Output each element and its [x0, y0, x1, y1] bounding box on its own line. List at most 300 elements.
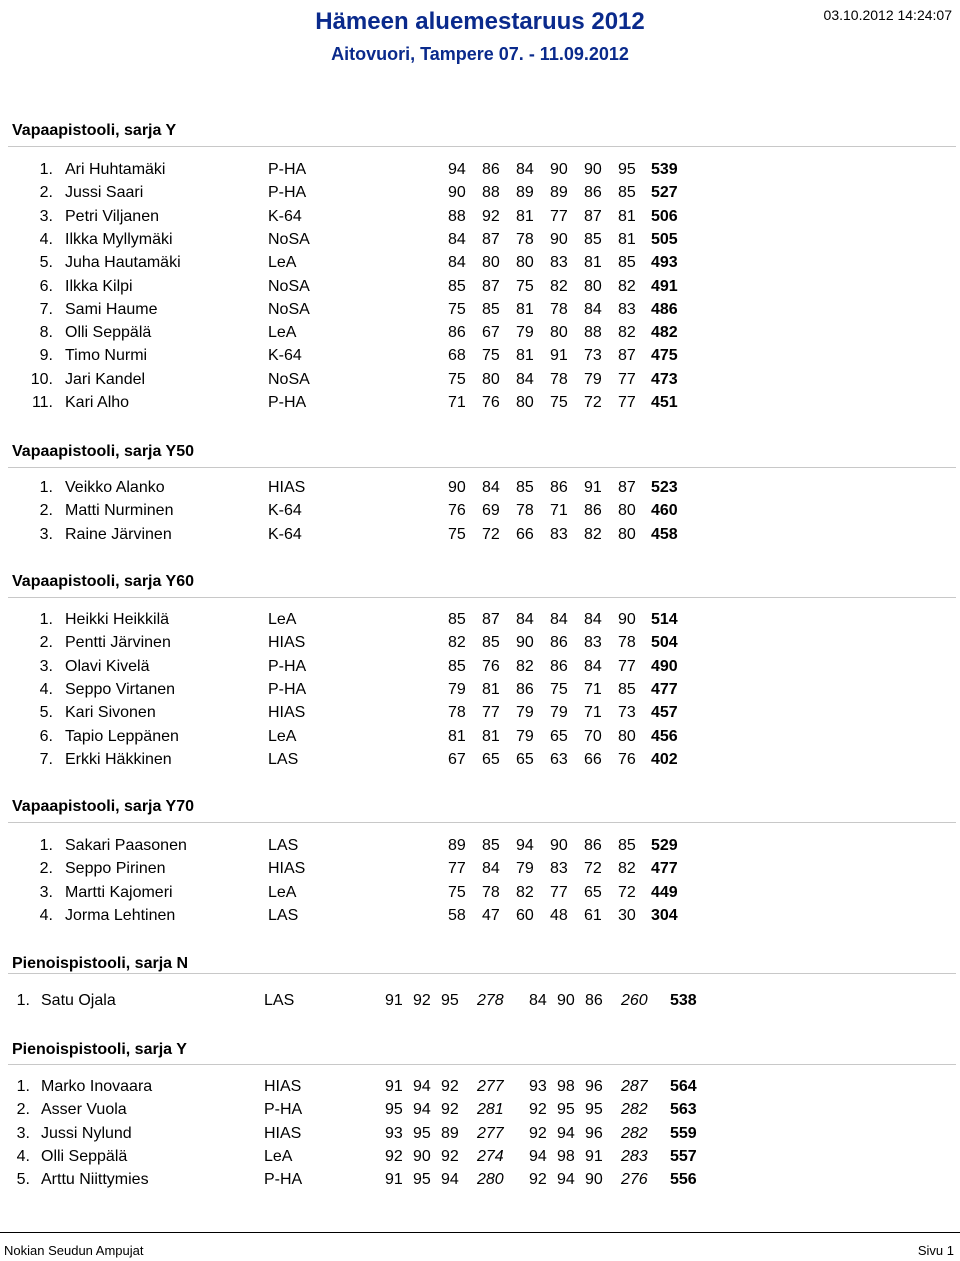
shooter-name: Pentti Järvinen: [65, 634, 171, 652]
series-score: 89: [516, 184, 534, 202]
club-cell: K-64: [268, 207, 302, 225]
section-divider: [8, 146, 956, 147]
series-score: 89: [550, 184, 568, 202]
shooter-name: Heikki Heikkilä: [65, 611, 170, 628]
series-score: 79: [584, 370, 602, 388]
result-row: [0, 324, 960, 347]
series-score: 85: [516, 479, 534, 496]
total-score: 475: [651, 347, 678, 365]
shooter-name: Jari Kandel: [65, 370, 146, 388]
club-cell: K-64: [268, 502, 302, 520]
series-score: 77: [618, 657, 636, 675]
series-score: 58: [448, 906, 466, 924]
series-score: 80: [482, 370, 500, 388]
series-score: 92: [482, 207, 500, 225]
series-score: 48: [550, 906, 568, 924]
subtotal-cell: 260: [621, 992, 648, 1009]
series-score: 82: [516, 657, 534, 675]
series-score: 92: [529, 1124, 547, 1142]
shooter-name: Marko Inovaara: [41, 1078, 153, 1095]
section-divider: [8, 597, 956, 598]
club-cell: LeA: [264, 1147, 293, 1165]
club-cell: LeA: [268, 883, 297, 901]
series-score: 94: [448, 161, 466, 178]
series-score: 92: [385, 1147, 403, 1165]
rank-cell: 5.: [39, 704, 53, 722]
series-score: 82: [448, 634, 466, 652]
total-score: 529: [651, 837, 678, 854]
result-row: [0, 347, 960, 370]
series-score: 75: [550, 394, 568, 411]
shooter-name: Martti Kajomeri: [65, 883, 173, 901]
series-score: 96: [585, 1124, 603, 1142]
series-score: 71: [550, 502, 568, 520]
page-subtitle: Aitovuori, Tampere 07. - 11.09.2012: [331, 44, 629, 64]
subtotal-cell: 277: [477, 1124, 504, 1142]
rank-cell: 2.: [39, 634, 53, 652]
series-score: 81: [584, 254, 602, 272]
series-score: 83: [618, 300, 636, 318]
club-cell: LAS: [268, 906, 299, 924]
series-score: 84: [516, 161, 534, 178]
rank-cell: 1.: [39, 479, 53, 496]
series-score: 94: [557, 1171, 575, 1189]
club-cell: P-HA: [264, 1101, 303, 1119]
total-score: 402: [651, 750, 678, 768]
club-cell: NoSA: [268, 300, 310, 318]
series-score: 72: [482, 525, 500, 543]
total-score: 451: [651, 394, 678, 411]
series-score: 82: [516, 883, 534, 901]
rank-cell: 2.: [39, 502, 53, 520]
series-score: 83: [584, 634, 602, 652]
subtotal-cell: 276: [621, 1171, 648, 1189]
series-score: 80: [516, 394, 534, 411]
series-score: 66: [584, 750, 602, 768]
footer-divider: [0, 1232, 960, 1233]
result-row: [0, 704, 960, 727]
series-score: 67: [482, 324, 500, 342]
series-score: 69: [482, 502, 500, 520]
subtotal-cell: 274: [477, 1147, 504, 1165]
result-row: [0, 502, 960, 525]
series-score: 98: [557, 1147, 575, 1165]
result-row: [0, 1101, 960, 1124]
rank-cell: 7.: [39, 300, 53, 318]
rank-cell: 4.: [39, 680, 53, 698]
series-score: 80: [618, 525, 636, 543]
series-score: 95: [413, 1124, 431, 1142]
rank-cell: 2.: [39, 184, 53, 202]
series-score: 90: [557, 992, 575, 1009]
rank-cell: 1.: [16, 992, 30, 1009]
series-score: 76: [482, 657, 500, 675]
total-score: 473: [651, 370, 678, 388]
shooter-name: Tapio Leppänen: [65, 727, 179, 745]
series-score: 78: [550, 370, 568, 388]
rank-cell: 6.: [39, 277, 53, 295]
series-score: 78: [550, 300, 568, 318]
result-row: [0, 479, 960, 502]
series-score: 80: [618, 502, 636, 520]
series-score: 95: [557, 1101, 575, 1119]
result-row: [0, 301, 960, 324]
series-score: 68: [448, 347, 466, 365]
section-divider: [8, 822, 956, 823]
series-score: 91: [585, 1147, 603, 1165]
total-score: 493: [651, 254, 678, 272]
series-score: 84: [448, 230, 466, 248]
total-score: 458: [651, 525, 678, 543]
series-score: 82: [550, 277, 568, 295]
shooter-name: Satu Ojala: [41, 992, 116, 1009]
rank-cell: 8.: [39, 324, 53, 342]
total-score: 563: [670, 1101, 697, 1119]
series-score: 88: [448, 207, 466, 225]
rank-cell: 3.: [39, 657, 53, 675]
club-cell: HIAS: [268, 634, 306, 652]
section-title: Vapaapistooli, sarja Y70: [12, 798, 195, 815]
series-score: 90: [448, 184, 466, 202]
club-cell: NoSA: [268, 277, 310, 295]
result-row: [0, 992, 960, 1015]
series-score: 84: [550, 611, 568, 628]
rank-cell: 1.: [39, 837, 53, 854]
series-score: 92: [441, 1078, 459, 1095]
result-row: [0, 1125, 960, 1148]
club-cell: P-HA: [268, 680, 307, 698]
series-score: 94: [413, 1101, 431, 1119]
section-title: Vapaapistooli, sarja Y50: [12, 443, 195, 460]
series-score: 77: [550, 883, 568, 901]
series-score: 79: [516, 704, 534, 722]
series-score: 73: [618, 704, 636, 722]
total-score: 556: [670, 1171, 697, 1189]
club-cell: P-HA: [264, 1171, 303, 1189]
club-cell: P-HA: [268, 184, 307, 202]
series-score: 85: [448, 657, 466, 675]
total-score: 486: [651, 300, 678, 318]
subtotal-cell: 287: [621, 1078, 648, 1095]
series-score: 92: [441, 1101, 459, 1119]
series-score: 91: [385, 1078, 403, 1095]
total-score: 477: [651, 860, 678, 878]
shooter-name: Veikko Alanko: [65, 479, 165, 496]
series-score: 86: [550, 657, 568, 675]
series-score: 92: [529, 1171, 547, 1189]
result-row: [0, 161, 960, 184]
footer-organizer: Nokian Seudun Ampujat: [4, 1243, 144, 1258]
print-datetime: 03.10.2012 14:24:07: [823, 7, 952, 23]
series-score: 90: [550, 230, 568, 248]
shooter-name: Timo Nurmi: [65, 347, 148, 365]
series-score: 86: [584, 184, 602, 202]
subtotal-cell: 281: [477, 1101, 504, 1119]
total-score: 504: [651, 634, 678, 652]
section-title: Vapaapistooli, sarja Y60: [12, 573, 195, 590]
page-title: Hämeen aluemestaruus 2012: [315, 8, 645, 35]
series-score: 75: [448, 525, 466, 543]
series-score: 79: [516, 860, 534, 878]
series-score: 47: [482, 906, 500, 924]
series-score: 65: [482, 750, 500, 768]
series-score: 82: [618, 277, 636, 295]
series-score: 88: [482, 184, 500, 202]
series-score: 83: [550, 860, 568, 878]
shooter-name: Jussi Nylund: [41, 1124, 132, 1142]
total-score: 527: [651, 184, 678, 202]
total-score: 449: [651, 883, 678, 901]
total-score: 539: [651, 161, 678, 178]
shooter-name: Petri Viljanen: [65, 207, 159, 225]
club-cell: NoSA: [268, 370, 310, 388]
rank-cell: 2.: [16, 1101, 30, 1119]
series-score: 98: [557, 1078, 575, 1095]
shooter-name: Ilkka Kilpi: [65, 277, 133, 295]
series-score: 94: [557, 1124, 575, 1142]
series-score: 86: [482, 161, 500, 178]
club-cell: P-HA: [268, 161, 307, 178]
shooter-name: Seppo Virtanen: [65, 680, 176, 698]
club-cell: LeA: [268, 254, 297, 272]
series-score: 82: [618, 860, 636, 878]
series-score: 75: [448, 300, 466, 318]
rank-cell: 3.: [39, 207, 53, 225]
series-score: 86: [584, 502, 602, 520]
series-score: 82: [618, 324, 636, 342]
series-score: 85: [448, 611, 466, 628]
series-score: 87: [618, 479, 636, 496]
series-score: 78: [448, 704, 466, 722]
series-score: 79: [448, 680, 466, 698]
club-cell: HIAS: [268, 479, 306, 496]
shooter-name: Jussi Saari: [65, 184, 144, 202]
shooter-name: Ilkka Myllymäki: [65, 230, 173, 248]
rank-cell: 2.: [39, 860, 53, 878]
series-score: 90: [618, 611, 636, 628]
rank-cell: 1.: [39, 611, 53, 628]
series-score: 81: [482, 680, 500, 698]
club-cell: P-HA: [268, 657, 307, 675]
series-score: 78: [516, 502, 534, 520]
result-row: [0, 611, 960, 634]
result-row: [0, 728, 960, 751]
total-score: 477: [651, 680, 678, 698]
rank-cell: 9.: [39, 347, 53, 365]
series-score: 92: [413, 992, 431, 1009]
shooter-name: Jorma Lehtinen: [65, 906, 176, 924]
rank-cell: 3.: [39, 525, 53, 543]
series-score: 88: [584, 324, 602, 342]
total-score: 490: [651, 657, 678, 675]
series-score: 67: [448, 750, 466, 768]
series-score: 76: [618, 750, 636, 768]
series-score: 71: [584, 680, 602, 698]
total-score: 482: [651, 324, 678, 342]
series-score: 91: [385, 992, 403, 1009]
shooter-name: Kari Alho: [65, 394, 130, 411]
series-score: 75: [550, 680, 568, 698]
subtotal-cell: 280: [477, 1171, 504, 1189]
series-score: 93: [385, 1124, 403, 1142]
subtotal-cell: 282: [621, 1124, 648, 1142]
shooter-name: Ari Huhtamäki: [65, 161, 166, 178]
series-score: 84: [584, 300, 602, 318]
result-row: [0, 526, 960, 549]
series-score: 87: [482, 611, 500, 628]
series-score: 84: [584, 657, 602, 675]
series-score: 84: [516, 611, 534, 628]
series-score: 96: [585, 1078, 603, 1095]
series-score: 92: [441, 1147, 459, 1165]
series-score: 87: [482, 277, 500, 295]
series-score: 93: [529, 1078, 547, 1095]
club-cell: NoSA: [268, 230, 310, 248]
series-score: 80: [516, 254, 534, 272]
section-divider: [8, 1064, 956, 1065]
series-score: 63: [550, 750, 568, 768]
series-score: 77: [550, 207, 568, 225]
series-score: 94: [413, 1078, 431, 1095]
series-score: 61: [584, 906, 602, 924]
shooter-name: Sami Haume: [65, 300, 158, 318]
series-score: 85: [482, 634, 500, 652]
club-cell: LAS: [268, 837, 299, 854]
series-score: 86: [516, 680, 534, 698]
rank-cell: 4.: [16, 1147, 30, 1165]
club-cell: HIAS: [268, 860, 306, 878]
series-score: 91: [550, 347, 568, 365]
shooter-name: Seppo Pirinen: [65, 860, 166, 878]
series-score: 65: [516, 750, 534, 768]
club-cell: LeA: [268, 611, 297, 628]
series-score: 91: [584, 479, 602, 496]
total-score: 523: [651, 479, 678, 496]
series-score: 80: [550, 324, 568, 342]
series-score: 77: [618, 394, 636, 411]
rank-cell: 1.: [16, 1078, 30, 1095]
series-score: 90: [550, 837, 568, 854]
rank-cell: 5.: [16, 1171, 30, 1189]
series-score: 60: [516, 906, 534, 924]
series-score: 87: [482, 230, 500, 248]
club-cell: HIAS: [264, 1124, 302, 1142]
series-score: 95: [618, 161, 636, 178]
total-score: 564: [670, 1078, 697, 1095]
series-score: 85: [618, 254, 636, 272]
series-score: 81: [516, 347, 534, 365]
rank-cell: 4.: [39, 906, 53, 924]
series-score: 73: [584, 347, 602, 365]
series-score: 75: [482, 347, 500, 365]
result-row: [0, 860, 960, 883]
series-score: 90: [413, 1147, 431, 1165]
series-score: 81: [618, 207, 636, 225]
series-score: 86: [448, 324, 466, 342]
rank-cell: 3.: [39, 883, 53, 901]
shooter-name: Raine Järvinen: [65, 525, 172, 543]
total-score: 457: [651, 704, 678, 722]
footer-page-number: Sivu 1: [917, 1243, 954, 1258]
series-score: 87: [584, 207, 602, 225]
series-score: 75: [448, 883, 466, 901]
club-cell: HIAS: [268, 704, 306, 722]
series-score: 77: [618, 370, 636, 388]
series-score: 76: [482, 394, 500, 411]
series-score: 85: [448, 277, 466, 295]
result-row: [0, 1078, 960, 1101]
result-row: [0, 751, 960, 774]
result-row: [0, 371, 960, 394]
series-score: 80: [584, 277, 602, 295]
series-score: 78: [482, 883, 500, 901]
rank-cell: 3.: [16, 1124, 30, 1142]
series-score: 81: [516, 207, 534, 225]
series-score: 79: [516, 727, 534, 745]
series-score: 65: [584, 883, 602, 901]
total-score: 506: [651, 207, 678, 225]
total-score: 559: [670, 1124, 697, 1142]
total-score: 460: [651, 502, 678, 520]
rank-cell: 11.: [31, 394, 53, 411]
total-score: 491: [651, 277, 678, 295]
result-row: [0, 658, 960, 681]
series-score: 75: [516, 277, 534, 295]
series-score: 85: [482, 837, 500, 854]
result-row: [0, 394, 960, 417]
rank-cell: 1.: [39, 161, 53, 178]
total-score: 557: [670, 1147, 697, 1165]
total-score: 538: [670, 992, 697, 1009]
series-score: 79: [516, 324, 534, 342]
series-score: 82: [584, 525, 602, 543]
shooter-name: Olli Seppälä: [65, 324, 152, 342]
rank-cell: 6.: [39, 727, 53, 745]
club-cell: LAS: [264, 992, 295, 1009]
series-score: 72: [584, 394, 602, 411]
subtotal-cell: 283: [621, 1147, 648, 1165]
shooter-name: Arttu Niittymies: [41, 1171, 149, 1189]
series-score: 86: [550, 479, 568, 496]
total-score: 505: [651, 230, 678, 248]
series-score: 81: [618, 230, 636, 248]
series-score: 86: [584, 837, 602, 854]
series-score: 90: [516, 634, 534, 652]
series-score: 71: [584, 704, 602, 722]
series-score: 84: [584, 611, 602, 628]
series-score: 83: [550, 525, 568, 543]
series-score: 75: [448, 370, 466, 388]
series-score: 77: [448, 860, 466, 878]
club-cell: K-64: [268, 525, 302, 543]
series-score: 72: [584, 860, 602, 878]
series-score: 90: [550, 161, 568, 178]
series-score: 84: [482, 479, 500, 496]
result-row: [0, 278, 960, 301]
subtotal-cell: 278: [477, 992, 504, 1009]
club-cell: LAS: [268, 750, 299, 768]
shooter-name: Kari Sivonen: [65, 704, 156, 722]
series-score: 90: [584, 161, 602, 178]
series-score: 91: [385, 1171, 403, 1189]
series-score: 85: [618, 837, 636, 854]
shooter-name: Juha Hautamäki: [65, 254, 181, 272]
series-score: 85: [584, 230, 602, 248]
shooter-name: Erkki Häkkinen: [65, 750, 172, 768]
result-row: [0, 884, 960, 907]
series-score: 86: [550, 634, 568, 652]
section-divider: [8, 973, 956, 974]
